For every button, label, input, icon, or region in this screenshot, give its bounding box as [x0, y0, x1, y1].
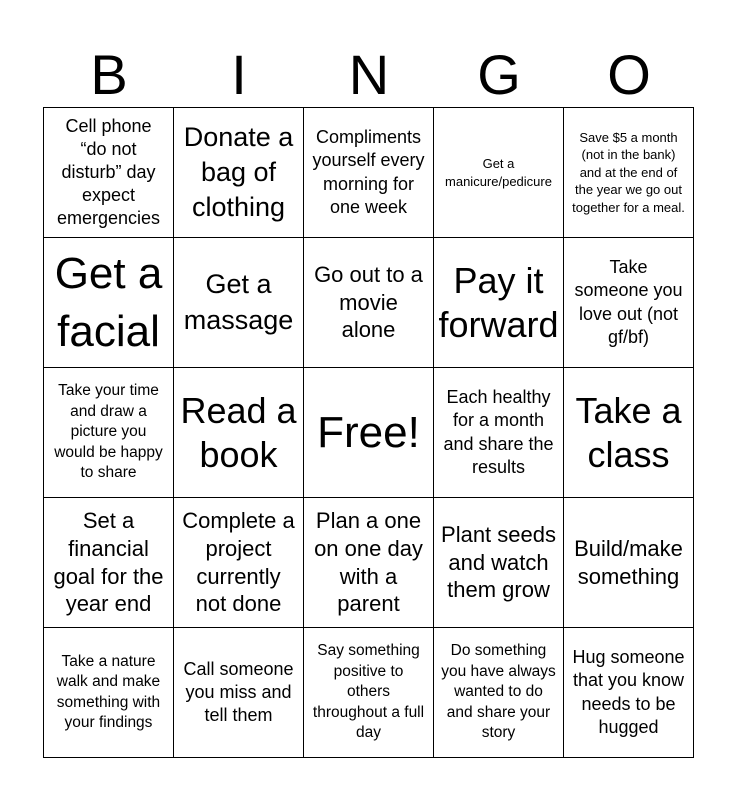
- bingo-cell-r4-c3[interactable]: Plan a one on one day with a parent: [304, 498, 434, 628]
- bingo-header: [44, 44, 694, 106]
- bingo-cell-r5-c4[interactable]: Do something you have always wanted to do and share your story: [434, 628, 564, 758]
- bingo-cell-r4-c5[interactable]: Build/make something: [564, 498, 694, 628]
- bingo-cell-r2-c5[interactable]: Take someone you love out (not gf/bf): [564, 238, 694, 368]
- bingo-cell-r3-c5[interactable]: Take a class: [564, 368, 694, 498]
- bingo-cell-r3-c4[interactable]: Each healthy for a month and share the results: [434, 368, 564, 498]
- bingo-cell-r4-c2[interactable]: Complete a project currently not done: [174, 498, 304, 628]
- bingo-cell-r2-c2[interactable]: Get a massage: [174, 238, 304, 368]
- bingo-cell-r4-c1[interactable]: Set a financial goal for the year end: [44, 498, 174, 628]
- header-letter-n: N: [348, 43, 390, 106]
- bingo-cell-r1-c5[interactable]: Save $5 a month (not in the bank) and at the end of the year we go out together for a meal.: [564, 108, 694, 238]
- bingo-cell-r5-c5[interactable]: Hug someone that you know needs to be hugged: [564, 628, 694, 758]
- bingo-cell-r2-c3[interactable]: Go out to a movie alone: [304, 238, 434, 368]
- header-letter-b: B: [90, 43, 128, 106]
- bingo-cell-r1-c4[interactable]: Get a manicure/pedicure: [434, 108, 564, 238]
- bingo-cell-r1-c3[interactable]: Compliments yourself every morning for one week: [304, 108, 434, 238]
- header-letter-g: G: [477, 43, 521, 106]
- bingo-cell-r3-c1[interactable]: Take your time and draw a picture you would be happy to share: [44, 368, 174, 498]
- bingo-cell-r1-c1[interactable]: Cell phone “do not disturb” day expect emergencies: [44, 108, 174, 238]
- bingo-cell-r5-c1[interactable]: Take a nature walk and make something with your findings: [44, 628, 174, 758]
- bingo-cell-r1-c2[interactable]: Donate a bag of clothing: [174, 108, 304, 238]
- bingo-cell-r2-c4[interactable]: Pay it forward: [434, 238, 564, 368]
- bingo-board: [43, 107, 694, 758]
- bingo-cell-r5-c3[interactable]: Say something positive to others throughout a full day: [304, 628, 434, 758]
- bingo-cell-r5-c2[interactable]: Call someone you miss and tell them: [174, 628, 304, 758]
- bingo-cell-r3-c2[interactable]: Read a book: [174, 368, 304, 498]
- header-letter-i: I: [231, 43, 247, 106]
- free-space-cell[interactable]: Free!: [304, 368, 434, 498]
- header-letter-o: O: [607, 43, 651, 106]
- bingo-cell-r2-c1[interactable]: Get a facial: [44, 238, 174, 368]
- bingo-cell-r4-c4[interactable]: Plant seeds and watch them grow: [434, 498, 564, 628]
